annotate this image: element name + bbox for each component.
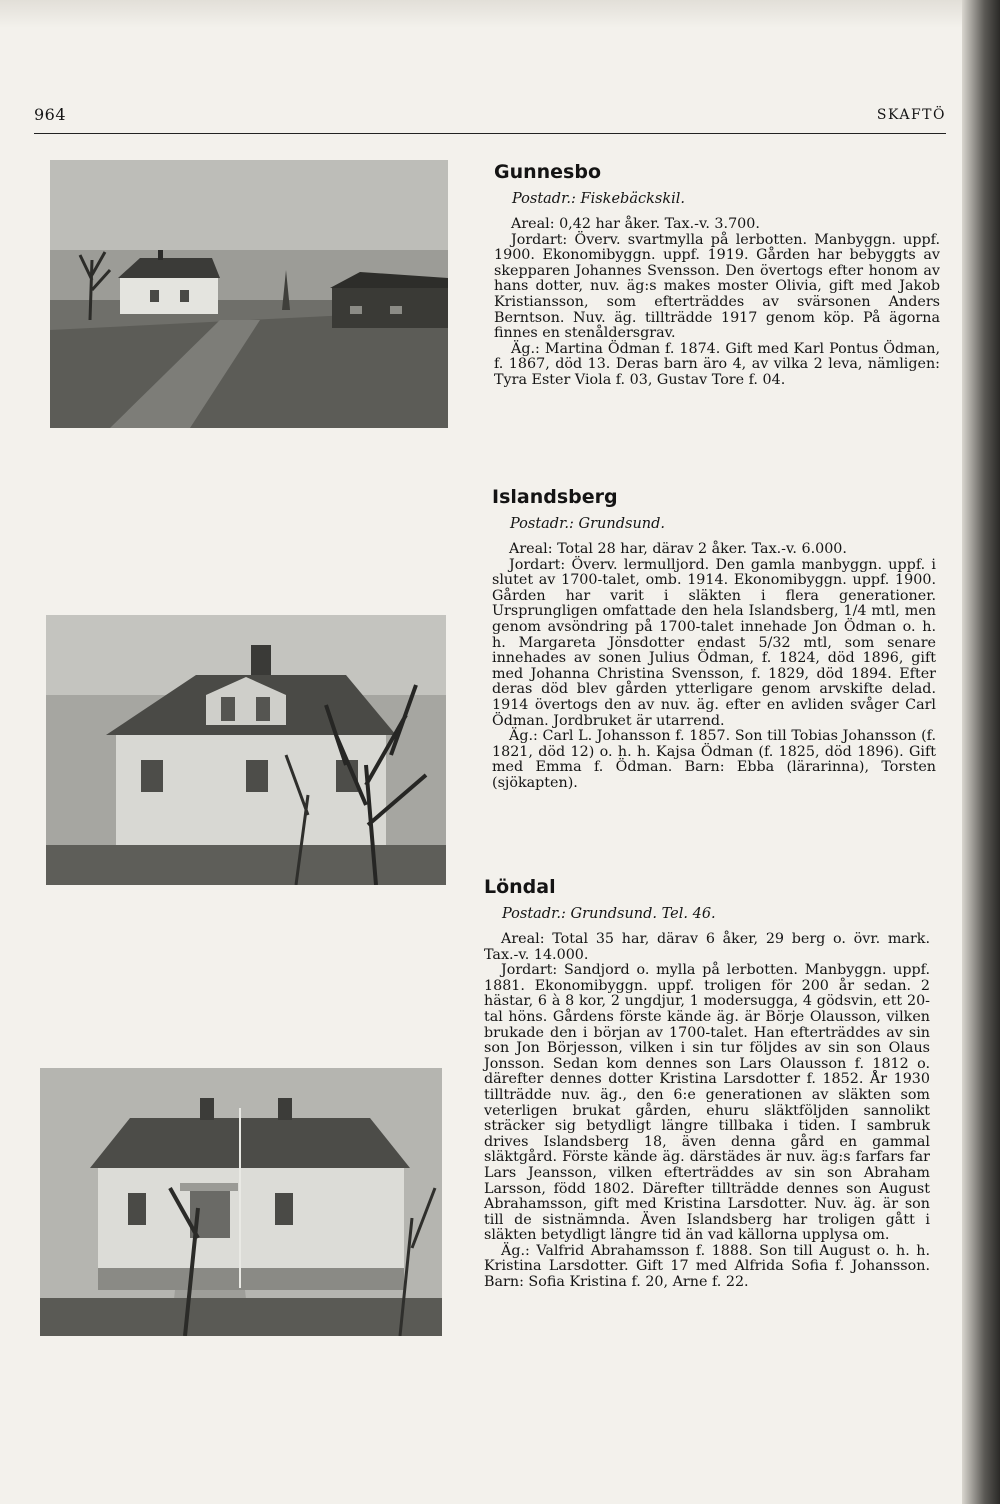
entry-gunnesbo (494, 161, 940, 389)
photo-gunnesbo (50, 160, 448, 428)
page-top-shadow (0, 0, 1000, 28)
running-head: SKAFTÖ (876, 107, 946, 123)
page-number: 964 (34, 105, 67, 124)
paragraph-owner: Äg.: Carl L. Johansson f. 1857. Son till Tobias Johansson (f. 1821, död 12) o. h. h. Kajsa Ödman (f. 1825, död 1896). Gift med Emma f. Ödman. Barn: Ebba (lärarinna), Torsten (sjökapten). (492, 728, 936, 791)
page-header (34, 105, 946, 134)
paragraph-jordart: Jordart: Överv. lermulljord. Den gamla manbyggn. uppf. i slutet av 1700-talet, omb. 1914. Ekonomibyggn. uppf. 1900. Gården har varit i släkten i flera generationer. Ursprungligen omfattade den hela Islandsberg, 1/4 mtl, men genom avsöndring på 1700-talet innehade Jon Ödman o. h. h. Margareta Jönsdotter endast 5/32 mtl, som senare innehades av sonen Julius Ödman, f. 1824, död 1896, gift med Johanna Christina Svensson, f. 1829, död 1894. Efter deras död blev gården ytterligare genom arvskifte delad. 1914 övertogs den av nuv. äg. efter en avliden svåger Carl Ödman. Jordbruket är utarrend. (492, 556, 936, 729)
paragraph-owner: Äg.: Martina Ödman f. 1874. Gift med Karl Pontus Ödman, f. 1867, död 13. Deras barn äro 4, av vilka 2 leva, nämligen: Tyra Ester Viola f. 03, Gustav Tore f. 04. (494, 340, 940, 388)
postal-address: Postadr.: Grundsund. (510, 516, 666, 532)
photo-londal (40, 1068, 442, 1336)
paragraph-owner: Äg.: Valfrid Abrahamsson f. 1888. Son till August o. h. h. Kristina Larsdotter. Gift 17 med Alfrida Sofia f. Johansson. Barn: Sofia Kristina f. 20, Arne f. 22. (484, 1242, 930, 1291)
entry-title: Löndal (484, 876, 556, 898)
paragraph-areal: Areal: 0,42 har åker. Tax.-v. 3.700. (511, 216, 760, 232)
paragraph-areal: Areal: Total 28 har, därav 2 åker. Tax.-v. 6.000. (509, 541, 847, 557)
photo-islandsberg (46, 615, 446, 885)
entry-title: Gunnesbo (494, 161, 602, 183)
entry-islandsberg (492, 486, 936, 792)
postal-address: Postadr.: Fiskebäckskil. (512, 191, 685, 207)
entry-title: Islandsberg (492, 486, 618, 508)
postal-address: Postadr.: Grundsund. Tel. 46. (502, 906, 716, 922)
paragraph-jordart: Jordart: Överv. svartmylla på lerbotten. Manbyggn. uppf. 1900. Ekonomibyggn. uppf. 1919. Gården har bebyggts av skepparen Johannes Svensson. Den övertogs efter honom av hans dotter, nuv. äg:s makes moster Olivia, gift med Jakob Kristiansson, som efterträddes av svärsonen Anders Berntson. Nuv. äg. tillträdde 1917 genom köp. På ägorna finnes en stenåldersgrav. (494, 231, 940, 342)
book-spine-edge (962, 0, 1000, 1504)
paragraph-jordart: Jordart: Sandjord o. mylla på lerbotten. Manbyggn. uppf. 1881. Ekonomibyggn. uppf. troligen för 200 år sedan. 2 hästar, 6 à 8 kor, 2 ungdjur, 1 modersugga, 4 gödsvin, ett 20-tal höns. Gårdens förste kände äg. är Börje Olausson, vilken brukade den i början av 1700-talet. Han efterträddes av sin son Jon Börjesson, vilken i sin tur följdes av sin son Olaus Jonsson. Sedan kom dennes son Lars Olausson f. 1812 o. därefter dennes dotter Kristina Larsdotter f. 1852. År 1930 tillträdde nuv. äg., den 6:e generationen av släkten som veterligen brukat gården, ehuru släktföljden sannolikt sträcker sig betydligt längre tillbaka i tiden. I sambruk drives Islandsberg 18, även denna gård en gammal släktgård. Förste kände äg. därstädes är nuv. äg:s farfars far Lars Jeansson, vilken efterträddes av sin son Abraham Larsson, född 1802. Därefter tillträdde dennes son August Abrahamsson, gift med Kristina Larsdotter. Nuv. äg. är son till de sistnämnda. Även Islandsberg har troligen gått i släkten betydligt längre tid än vad källorna upplysa om. (484, 962, 930, 1244)
paragraph-areal: Areal: Total 35 har, därav 6 åker, 29 berg o. övr. mark. Tax.-v. 14.000. (484, 931, 930, 963)
entry-londal (484, 876, 930, 1291)
